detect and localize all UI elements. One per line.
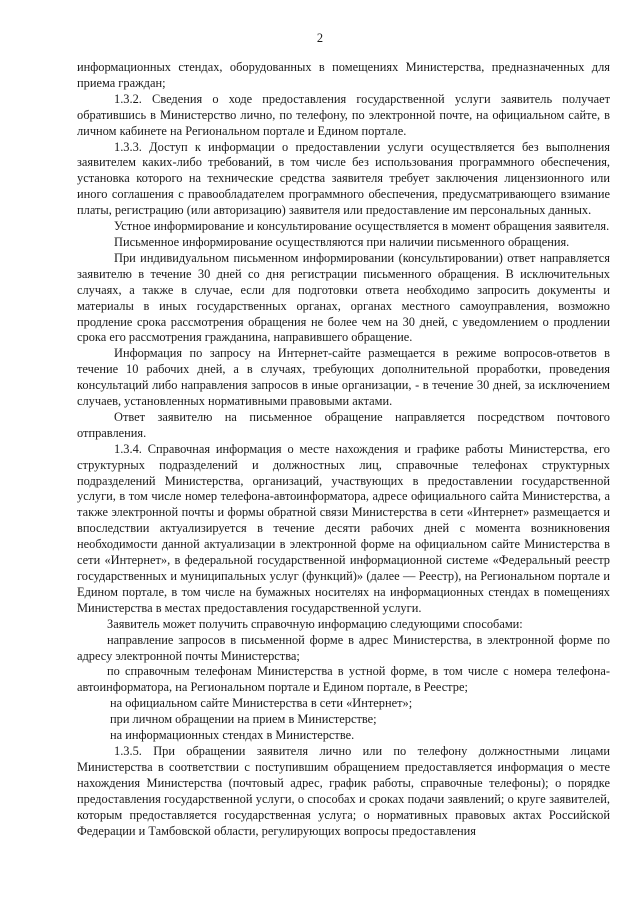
- paragraph: Ответ заявителю на письменное обращение направляется посредством почтового отправления.: [77, 409, 610, 440]
- document-body: [77, 60, 610, 839]
- page-number: 2: [316, 31, 324, 45]
- paragraph: 1.3.5. При обращении заявителя лично или по телефону должностными лицами Министерства в соответствии с поступившим обращением предоставляется информация о месте нахождения Министерства (почтовый адрес, график работы, справочные телефоны); о порядке предоставления государственной услуги, о способах и сроках подачи заявлений; о круге заявителей, которым предоставляется государственная услуга; о нормативных правовых актах Российской Федерации и Тамбовской области, регулирующих вопросы предоставления: [77, 743, 610, 838]
- paragraph: направление запросов в письменной форме в адрес Министерства, в электронной форме по адресу электронной почты Министерства;: [77, 632, 610, 663]
- paragraph: Информация по запросу на Интернет-сайте размещается в режиме вопросов-ответов в течение 10 рабочих дней, а в случаях, требующих дополнительной проработки, проведения консультаций либо направления запросов в иные организации, - в течение 30 дней, за исключением случаев, установленных нормативными правовыми актами.: [77, 346, 610, 409]
- paragraph: 1.3.3. Доступ к информации о предоставлении услуги осуществляется без выполнения заявителем каких-либо требований, в том числе без использования программного обеспечения, установка которого на технические средства заявителя требует заключения лицензионного или иного соглашения с правообладателем программного обеспечения, предусматривающего взимание платы, регистрацию (или авторизацию) заявителя или предоставление им персональных данных.: [77, 139, 610, 218]
- paragraph: При индивидуальном письменном информировании (консультировании) ответ направляется заявителю в течение 30 дней со дня регистрации письменного обращения. В исключительных случаях, а также в случае, если для подготовки ответа необходимо запросить документы и материалы в иных государственных органах, органах местного самоуправления, возможно продление срока рассмотрения обращения не более чем на 30 дней, с уведомлением о продлении срока его рассмотрения гражданина, направившего обращение.: [77, 250, 610, 345]
- paragraph: 1.3.4. Справочная информация о месте нахождения и графике работы Министерства, его структурных подразделений и должностных лиц, справочные телефонах структурных подразделений Министерства, организаций, участвующих в предоставлении государственной услуги, в том числе номер телефона-автоинформатора, адресе официального сайта Министерства, а также электронной почты и формы обратной связи Министерства в сети «Интернет» размещается и впоследствии актуализируется в течение десяти рабочих дней с момента возникновения необходимости данной актуализации в электронной форме на официальном сайте Министерства в сети «Интернет», в федеральной государственной информационной системе «Федеральный реестр государственных и муниципальных услуг (функций)» (далее — Реестр), на Региональном портале и Едином портале, в том числе на бумажных носителях на информационных стендах в помещениях Министерства в местах предоставления государственной услуги.: [77, 441, 610, 615]
- paragraph: по справочным телефонам Министерства в устной форме, в том числе с номера телефона-автоинформатора, на Региональном портале и Едином портале, в Реестре;: [77, 664, 610, 695]
- paragraph: Устное информирование и консультирование осуществляется в момент обращения заявителя.: [114, 219, 610, 234]
- paragraph: Письменное информирование осуществляются при наличии письменного обращения.: [114, 234, 570, 249]
- paragraph: информационных стендах, оборудованных в помещениях Министерства, предназначенных для приема граждан;: [77, 60, 610, 90]
- list-item: при личном обращении на прием в Министерстве;: [110, 712, 377, 727]
- list-item: на информационных стендах в Министерстве.: [110, 728, 355, 743]
- paragraph: Заявитель может получить справочную информацию следующими способами:: [107, 616, 523, 631]
- list-item: на официальном сайте Министерства в сети «Интернет»;: [110, 696, 413, 711]
- paragraph: 1.3.2. Сведения о ходе предоставления государственной услуги заявитель получает обратившись в Министерство лично, по телефону, по электронной почте, на официальном сайте, в личном кабинете на Региональном портале и Едином портале.: [77, 91, 610, 138]
